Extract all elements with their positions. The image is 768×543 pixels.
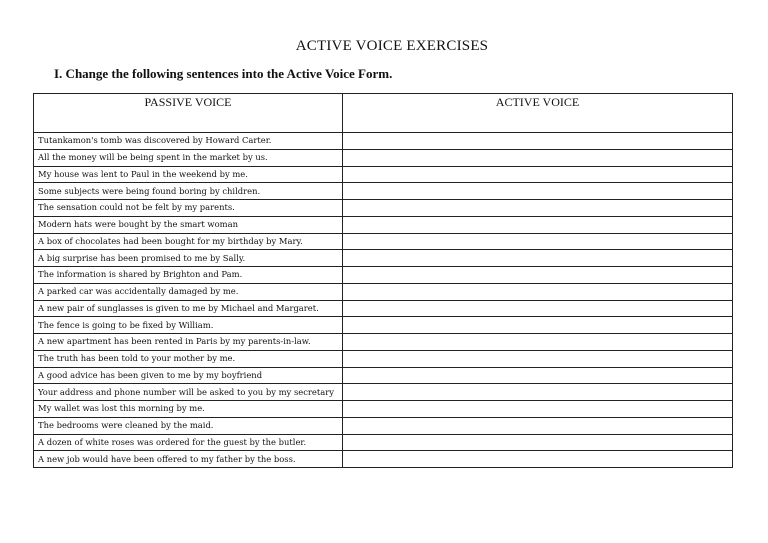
passive-sentence-cell: My house was lent to Paul in the weekend by me. [34,166,343,183]
active-answer-cell[interactable] [343,401,733,418]
active-answer-cell[interactable] [343,317,733,334]
active-answer-cell[interactable] [343,216,733,233]
table-row [34,267,733,284]
passive-sentence-cell: A good advice has been given to me by my boyfriend [34,367,343,384]
active-answer-cell[interactable] [343,417,733,434]
passive-sentence-cell: The information is shared by Brighton and Pam. [34,267,343,284]
active-answer-cell[interactable] [343,233,733,250]
active-answer-cell[interactable] [343,367,733,384]
passive-sentence-cell: A big surprise has been promised to me by Sally. [34,250,343,267]
active-answer-cell[interactable] [343,267,733,284]
table-row [34,367,733,384]
table-row [34,250,733,267]
active-answer-cell[interactable] [343,350,733,367]
passive-sentence-cell: The truth has been told to your mother by me. [34,350,343,367]
exercise-table [33,93,733,468]
table-row [34,166,733,183]
passive-sentence-cell: A box of chocolates had been bought for my birthday by Mary. [34,233,343,250]
exercise-instruction: I. Change the following sentences into the Active Voice Form. [54,66,393,81]
passive-voice-header: PASSIVE VOICE [34,94,343,133]
table-row [34,283,733,300]
active-answer-cell[interactable] [343,133,733,150]
active-answer-cell[interactable] [343,434,733,451]
table-row [34,384,733,401]
table-row [34,401,733,418]
table-row [34,451,733,468]
passive-sentence-cell: My wallet was lost this morning by me. [34,401,343,418]
table-header-row [34,94,733,133]
passive-sentence-cell: Your address and phone number will be asked to you by my secretary [34,384,343,401]
table-row [34,434,733,451]
passive-sentence-cell: Some subjects were being found boring by children. [34,183,343,200]
active-answer-cell[interactable] [343,200,733,217]
active-answer-cell[interactable] [343,334,733,351]
table-row [34,216,733,233]
active-answer-cell[interactable] [343,300,733,317]
table-row [34,133,733,150]
active-answer-cell[interactable] [343,250,733,267]
passive-sentence-cell: A dozen of white roses was ordered for the guest by the butler. [34,434,343,451]
active-answer-cell[interactable] [343,183,733,200]
active-answer-cell[interactable] [343,384,733,401]
passive-sentence-cell: Tutankamon's tomb was discovered by Howard Carter. [34,133,343,150]
active-answer-cell[interactable] [343,149,733,166]
passive-sentence-cell: Modern hats were bought by the smart woman [34,216,343,233]
table-row [34,149,733,166]
passive-sentence-cell: The bedrooms were cleaned by the maid. [34,417,343,434]
table-row [34,350,733,367]
table-row [34,233,733,250]
passive-sentence-cell: A new pair of sunglasses is given to me by Michael and Margaret. [34,300,343,317]
table-row [34,200,733,217]
table-row [34,317,733,334]
table-body [34,133,733,468]
table-row [34,300,733,317]
active-voice-header: ACTIVE VOICE [343,94,733,133]
table-row [34,183,733,200]
page-title: ACTIVE VOICE EXERCISES [295,38,489,54]
active-answer-cell[interactable] [343,166,733,183]
passive-sentence-cell: A new job would have been offered to my father by the boss. [34,451,343,468]
passive-sentence-cell: The fence is going to be fixed by William. [34,317,343,334]
active-answer-cell[interactable] [343,283,733,300]
passive-sentence-cell: All the money will be being spent in the market by us. [34,149,343,166]
table-row [34,417,733,434]
passive-sentence-cell: The sensation could not be felt by my parents. [34,200,343,217]
passive-sentence-cell: A parked car was accidentally damaged by me. [34,283,343,300]
active-answer-cell[interactable] [343,451,733,468]
table-row [34,334,733,351]
passive-sentence-cell: A new apartment has been rented in Paris by my parents-in-law. [34,334,343,351]
